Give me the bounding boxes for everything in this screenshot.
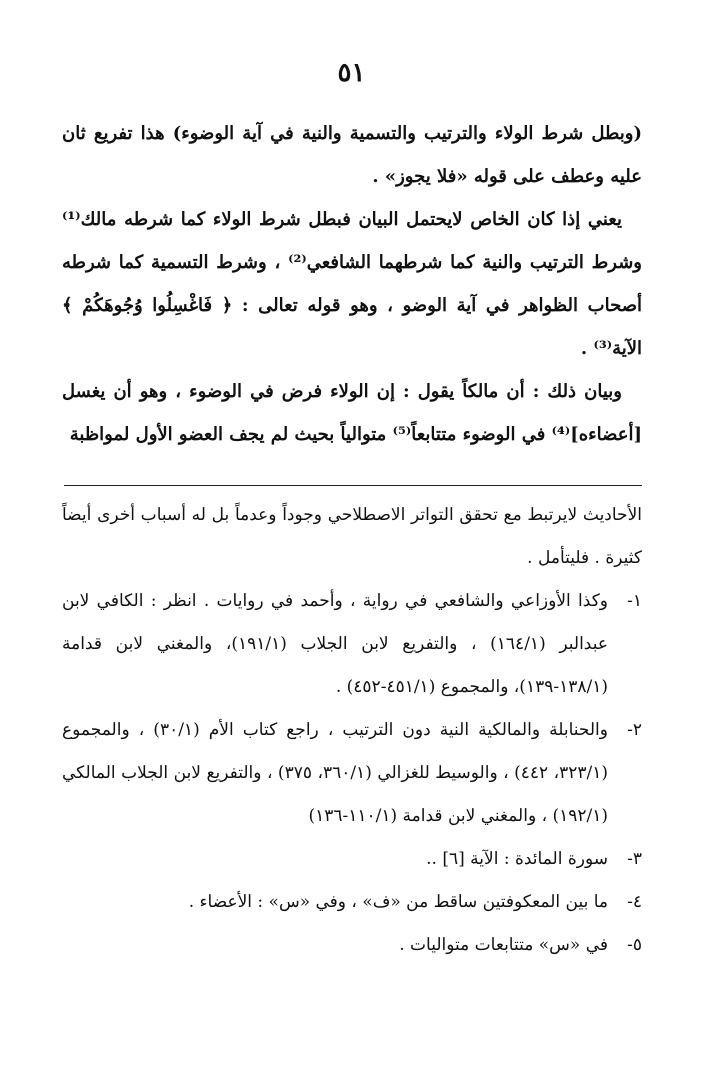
footnote-number: ٢- — [627, 720, 642, 740]
footnote-text: والحنابلة والمالكية النية دون الترتيب ، راجع كتاب الأم (٣٠/١) ، والمجموع (٣٢٣/١، ٤٤٢) ، والوسيط للغزالي (٣٦٠/١، ٣٧٥) ، والتفريع لابن الجلاب المالكي (١٩٢/١) ، والمغني لابن قدامة (١١٠/١-١٣٦) — [62, 720, 609, 826]
footnote-continuation: الأحاديث لايرتبط مع تحقق التواتر الاصطلاحي وجوداً وعدماً بل له أسباب أخرى أيضاً كثيرة . فليتأمل . — [62, 505, 642, 568]
footnote-text: في «س» متتابعات متواليات . — [399, 935, 608, 955]
footnote-text: ما بين المعكوفتين ساقط من «ف» ، وفي «س» : الأعضاء . — [188, 892, 608, 912]
footnote-text: وكذا الأوزاعي والشافعي في رواية ، وأحمد في روايات . انظر : الكافي لابن عبدالبر (١٦٤/١) ، والتفريع لابن الجلاب (١٩١/١)، والمغني لابن قدامة (١٣٨/١-١٣٩)، والمجموع (٤٥١/١-٤٥٢) . — [62, 591, 608, 697]
main-text — [62, 112, 642, 456]
footnote-2 — [62, 709, 642, 838]
footnotes-section — [62, 494, 642, 967]
footnote-divider — [64, 485, 642, 486]
footnote-number: ١- — [627, 591, 642, 611]
footnote-text: سورة المائدة : الآية [٦] .. — [426, 849, 608, 869]
footnote-3 — [62, 838, 642, 881]
paragraph-malik-view: وبيان ذلك : أن مالكاً يقول : إن الولاء فرض في الوضوء ، وهو أن يغسل [أعضاءه]⁽⁴⁾ في الوضوء متتابعاً⁽⁵⁾ متوالياً بحيث لم يجف العضو الأول لمواظبة — [62, 381, 642, 445]
page-number: ٥١ — [337, 58, 366, 88]
footnote-number: ٣- — [627, 849, 642, 869]
paragraph-conditions: يعني إذا كان الخاص لايحتمل البيان فبطل شرط الولاء كما شرطه مالك⁽¹⁾ وشرط الترتيب والنية كما شرطهما الشافعي⁽²⁾ ، وشرط التسمية كما شرطه أصحاب الظواهر في آية الوضو ، وهو قوله تعالى : ﴿ فَاغْسِلُوا وُجُوهَكُمْ ﴾ الآية⁽³⁾ . — [62, 209, 642, 359]
footnote-5 — [62, 924, 642, 967]
paragraph-heading-explanation: (وبطل شرط الولاء والترتيب والتسمية والنية في آية الوضوء) هذا تفريع ثان عليه وعطف على قوله «فلا يجوز» . — [62, 123, 642, 187]
footnote-number: ٤- — [627, 892, 642, 912]
footnote-4 — [62, 881, 642, 924]
footnote-number: ٥- — [627, 935, 642, 955]
footnote-1 — [62, 580, 642, 709]
